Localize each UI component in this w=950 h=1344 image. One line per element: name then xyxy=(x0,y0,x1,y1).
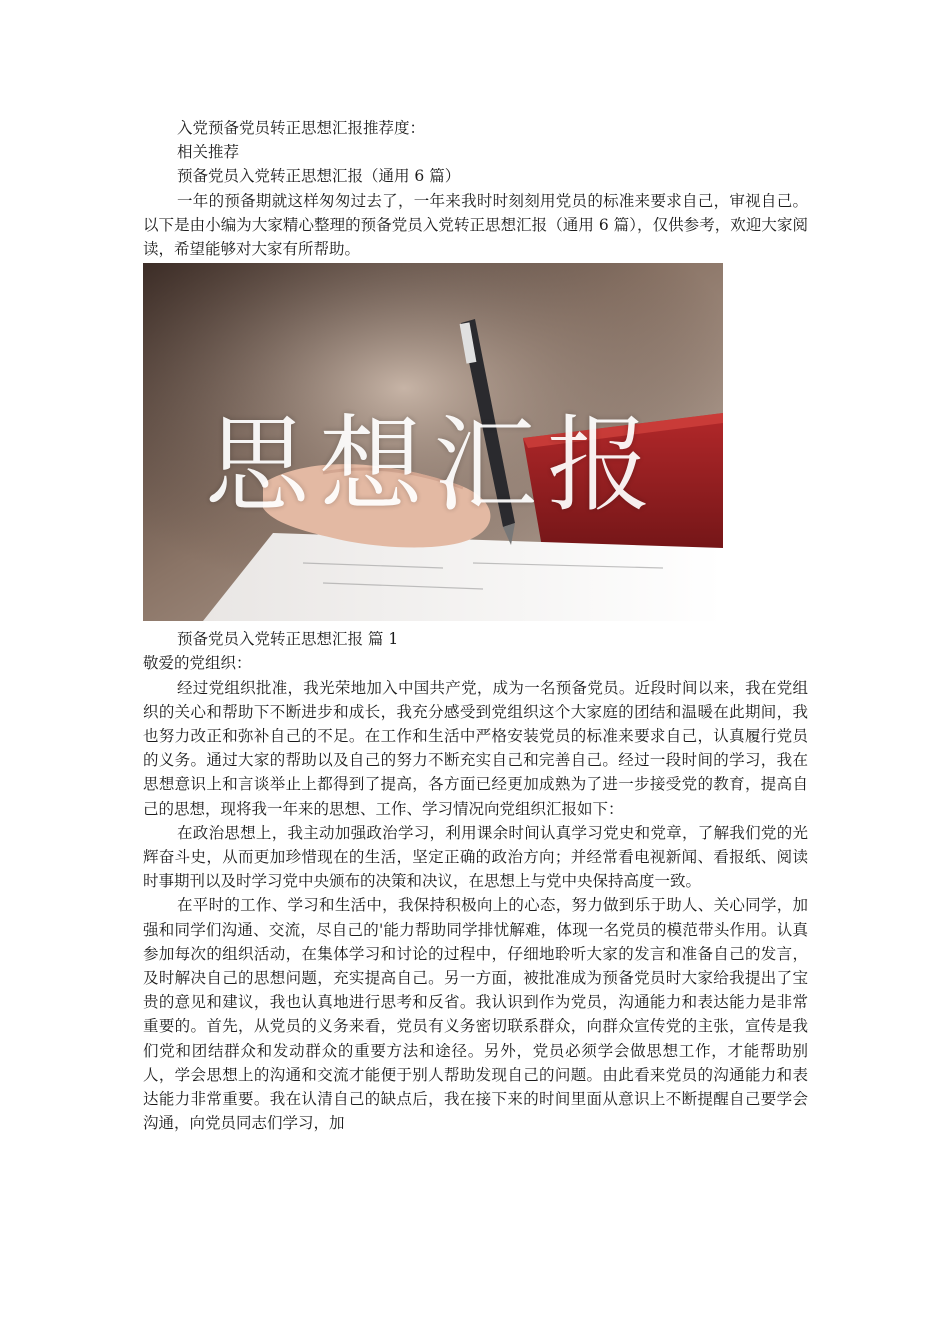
section-title: 预备党员入党转正思想汇报 篇 1 xyxy=(177,630,399,649)
body-paragraph: 在政治思想上，我主动加强政治学习，利用课余时间认真学习党史和党章，了解我们党的光辉奋斗史，从而更加珍惜现在的生活，坚定正确的政治方向；并经常看电视新闻、看报纸、阅读时事期刊以及时学习党中央颁布的决策和决议，在思想上与党中央保持高度一致。 xyxy=(143,823,808,891)
hero-image xyxy=(143,263,723,621)
hero-title-text: 思想汇报 xyxy=(204,404,661,527)
article-title: 预备党员入党转正思想汇报（通用 6 篇） xyxy=(177,167,461,186)
recommend-label: 入党预备党员转正思想汇报推荐度： xyxy=(177,119,426,137)
intro-paragraph: 一年的预备期就这样匆匆过去了，一年来我时时刻刻用党员的标准来要求自己，审视自己。以下是由小编为大家精心整理的预备党员入党转正思想汇报（通用 6 篇），仅供参考，欢迎大家阅读，希望能够对大家有所帮助。 xyxy=(143,191,808,259)
body-paragraph: 在平时的工作、学习和生活中，我保持积极向上的心态，努力做到乐于助人、关心同学，加强和同学们沟通、交流，尽自己的'能力帮助同学排忧解难，体现一名党员的模范带头作用。认真参加每次的组织活动，在集体学习和讨论的过程中，仔细地聆听大家的发言和准备自己的发言，及时解决自己的思想问题，充实提高自己。另一方面，被批准成为预备党员时大家给我提出了宝贵的意见和建议，我也认真地进行思考和反省。我认识到作为党员，沟通能力和表达能力是非常重要的。首先，从党员的义务来看，党员有义务密切联系群众，向群众宣传党的主张，宣传是我们党和团结群众和发动群众的重要方法和途径。另外，党员必须学会做思想工作，才能帮助别人，学会思想上的沟通和交流才能便于别人帮助发现自己的问题。由此看来党员的沟通能力和表达能力非常重要。我在认清自己的缺点后，我在接下来的时间里面从意识上不断提醒自己要学会沟通，向党员同志们学习，加 xyxy=(143,896,808,1133)
related-label: 相关推荐 xyxy=(177,143,240,162)
body-paragraph: 经过党组织批准，我光荣地加入中国共产党，成为一名预备党员。近段时间以来，我在党组织的关心和帮助下不断进步和成长，我充分感受到党组织这个大家庭的团结和温暖在此期间，我也努力改正和弥补自己的不足。在工作和生活中严格安装党员的标准来要求自己，认真履行党员的义务。通过大家的帮助以及自己的努力不断充实自己和完善自己。经过一段时间的学习，我在思想意识上和言谈举止上都得到了提高，各方面已经更加成熟为了进一步接受党的教育，提高自己的思想，现将我一年来的思想、工作、学习情况向党组织汇报如下： xyxy=(143,678,808,818)
document-page xyxy=(143,116,808,1135)
salutation: 敬爱的党组织： xyxy=(143,654,252,673)
